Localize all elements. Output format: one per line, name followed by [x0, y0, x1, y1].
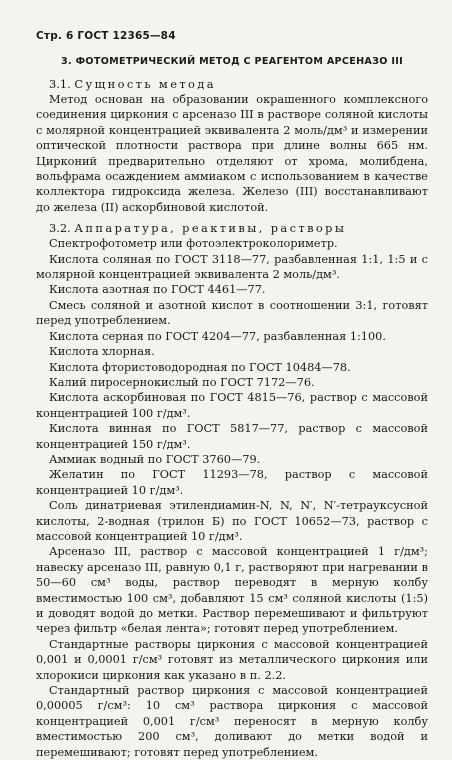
list-item: Кислота соляная по ГОСТ 3118—77, разбавленная 1:1, 1:5 и с молярной концентрацией эквивалента 2 моль/дм³. — [36, 252, 428, 282]
subsection-title: Сущность метода — [74, 77, 216, 91]
subsection-heading-equipment — [36, 221, 428, 236]
subsection-title: Аппаратура, реактивы, растворы — [74, 221, 347, 236]
list-item: Смесь соляной и азотной кислот в соотношении 3:1, готовят перед употреблением. — [36, 298, 428, 328]
list-item: Желатин по ГОСТ 11293—78, раствор с массовой концентрацией 10 г/дм³. — [36, 468, 428, 497]
list-item: Кислота винная по ГОСТ 5817—77, раствор с массовой концентрацией 150 г/дм³. — [36, 422, 428, 451]
list-item: Стандартный раствор циркония с массовой концентрацией 0,00005 г/см³: 10 см³ раствора циркония с массовой концентрацией 0,001 г/см³ переносят в мерную колбу вместимостью 200 см³, доливают до метки водой и перемешивают; готовят перед употреблением. — [36, 684, 428, 759]
list-item: Кислота хлорная. — [49, 345, 155, 359]
list-item: Стандартные растворы циркония с массовой концентрацией 0,001 и 0,0001 г/см³ готовят из металлического циркония или хлорокиси циркония как указано в п. 2.2. — [36, 637, 428, 682]
list-item: Аммиак водный по ГОСТ 3760—79. — [49, 452, 261, 466]
list-item: Калий пиросернокислый по ГОСТ 7172—76. — [49, 375, 315, 389]
list-item: Арсеназо III, раствор с массовой концентрацией 1 г/дм³; навеску арсеназо III, равную 0,1 г, растворяют при нагревании в 50—60 см³ воды, раствор переводят в мерную колбу вместимостью 100 см³, добавляют 15 см³ соляной кислоты (1:5) и доводят водой до метки. Раствор перемешивают и фильтруют через фильтр «белая лента»; готовят перед употреблением. — [36, 545, 428, 636]
list-item: Соль динатриевая этилендиамин-N, N, N′, N′-тетрауксусной кислоты, 2-водная (трилон Б) по ГОСТ 10652—73, раствор с массовой концентрацией 10 г/дм³. — [36, 499, 428, 543]
page-header: Стр. 6 ГОСТ 12365—84 — [36, 30, 176, 42]
list-item: Кислота азотная по ГОСТ 4461—77. — [49, 283, 266, 297]
method-description: Метод основан на образовании окрашенного комплексного соединения циркония с арсеназо III в растворе соляной кислоты с молярной концентрацией эквивалента 2 моль/дм³ и измерении оптической плотности раствора при длине волны 665 нм. Цирконий предварительно отделяют от хрома, молибдена, вольфрама осаждением аммиаком с использованием в качестве коллектора гидроксида железа. Железо (III) восстанавливают до железа (II) аскорбиновой кислотой. — [36, 93, 428, 214]
list-item: Кислота фтористоводородная по ГОСТ 10484—78. — [49, 360, 351, 374]
section-title: 3. ФОТОМЕТРИЧЕСКИЙ МЕТОД С РЕАГЕНТОМ АРСЕНАЗО III — [61, 56, 403, 67]
list-item: Кислота аскорбиновая по ГОСТ 4815—76, раствор с массовой концентрацией 100 г/дм³. — [36, 391, 428, 420]
list-item: Кислота серная по ГОСТ 4204—77, разбавленная 1:100. — [49, 329, 386, 343]
list-item: Спектрофотометр или фотоэлектроколориметр. — [49, 237, 338, 251]
subsection-number: 3.2. — [49, 221, 71, 236]
subsection-number: 3.1. — [49, 77, 71, 91]
subsection-heading-essence — [36, 77, 428, 92]
